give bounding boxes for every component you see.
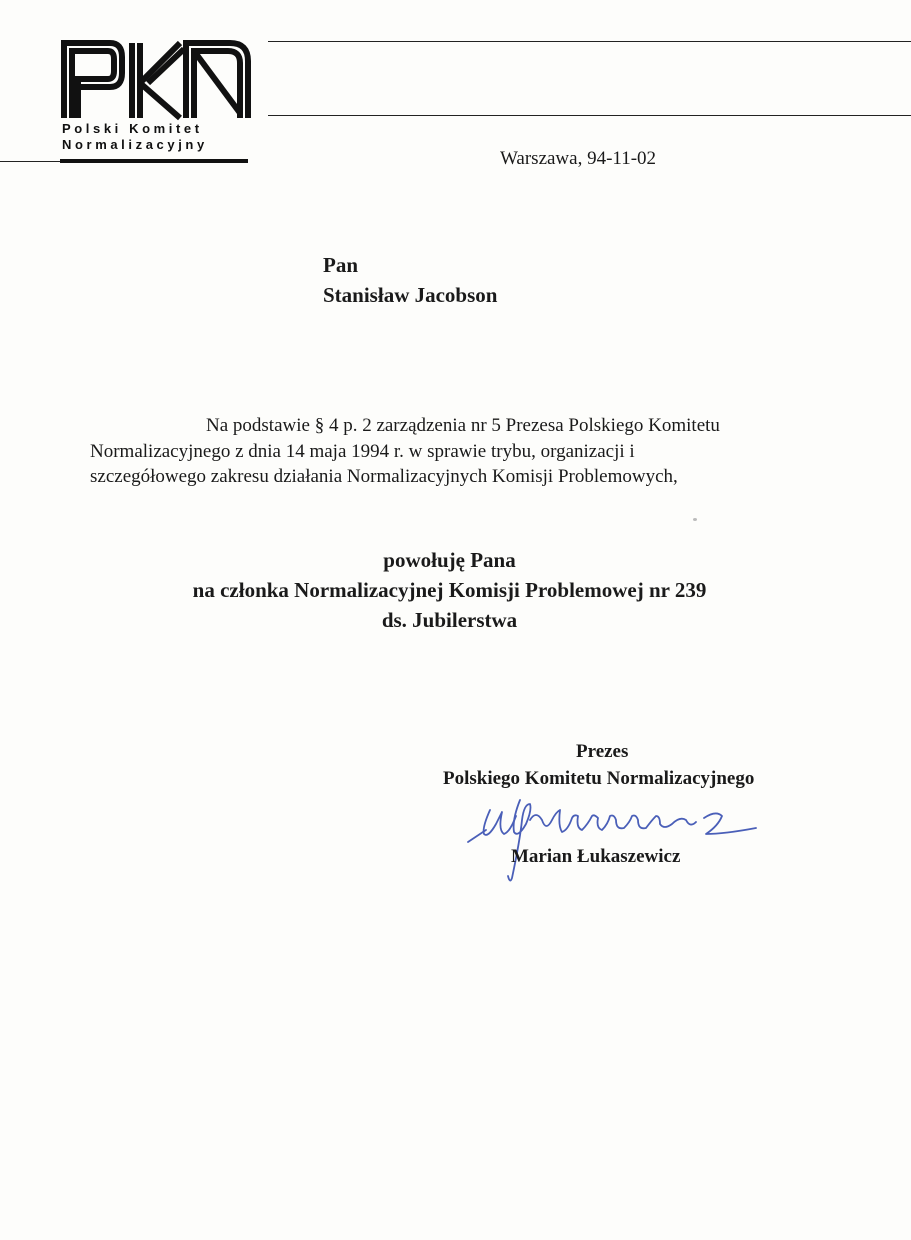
handwritten-signature xyxy=(460,780,770,890)
letterhead-caption-line2: Normalizacyjny xyxy=(62,137,208,152)
pkn-logo xyxy=(58,33,254,123)
paper-speck xyxy=(693,518,697,521)
body-line-3: szczegółowego zakresu działania Normalizacyjnych Komisji Problemowych, xyxy=(90,466,678,487)
letterhead-rule-top xyxy=(268,41,911,42)
letterhead-rule-middle xyxy=(268,115,911,116)
recipient-salutation: Pan xyxy=(323,253,359,277)
letter-body xyxy=(90,413,828,490)
appointment-line-3: ds. Jubilerstwa xyxy=(381,608,518,632)
appointment-line-1: powołuję Pana xyxy=(383,548,516,572)
signatory-organization: Polskiego Komitetu Normalizacyjnego xyxy=(443,768,755,789)
body-line-1: Na podstawie § 4 p. 2 zarządzenia nr 5 Prezesa Polskiego Komitetu xyxy=(206,415,720,436)
letterhead-rule-left xyxy=(0,161,60,162)
letterhead-rule-logo xyxy=(60,159,248,163)
signatory-name: Marian Łukaszewicz xyxy=(511,846,681,867)
body-line-2: Normalizacyjnego z dnia 14 maja 1994 r. w sprawie trybu, organizacji i xyxy=(90,440,635,462)
letter-date: Warszawa, 94-11-02 xyxy=(500,148,657,169)
recipient-name: Stanisław Jacobson xyxy=(323,283,498,307)
signatory-title: Prezes xyxy=(576,741,629,762)
appointment-line-2: na członka Normalizacyjnej Komisji Problemowej nr 239 xyxy=(192,578,707,602)
letterhead-caption-line1: Polski Komitet xyxy=(62,121,203,136)
